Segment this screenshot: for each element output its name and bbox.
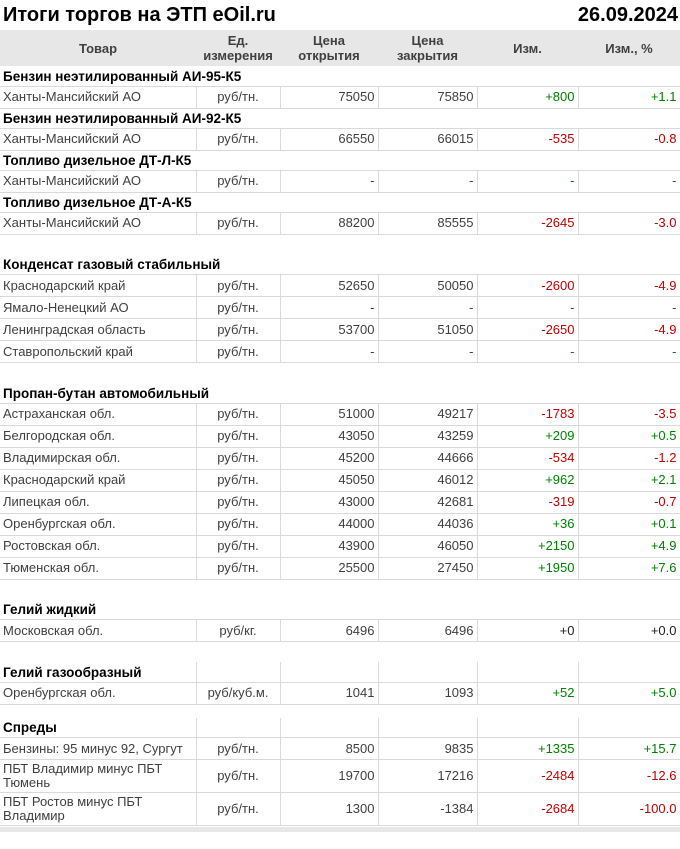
table-row	[0, 341, 680, 363]
table-row	[0, 170, 680, 192]
section-empty-cell	[196, 662, 280, 682]
unit-cell: руб/тн.	[196, 403, 280, 425]
change-pct-cell: +0.0	[578, 620, 680, 642]
table-row	[0, 535, 680, 557]
results-body	[0, 66, 680, 826]
header-row	[0, 30, 680, 66]
unit-cell: руб/тн.	[196, 469, 280, 491]
section-empty-cell	[378, 662, 477, 682]
open-cell: 25500	[280, 557, 378, 579]
change-cell: -	[477, 341, 578, 363]
open-cell: 8500	[280, 738, 378, 760]
section-empty-cell	[578, 662, 680, 682]
close-cell: 9835	[378, 738, 477, 760]
spacer-cell	[0, 704, 680, 718]
column-header-unit: Ед. измерения	[196, 30, 280, 66]
close-cell: -	[378, 297, 477, 319]
section-title: Бензин неэтилированный АИ-95-К5	[3, 68, 242, 84]
product-cell: ПБТ Ростов минус ПБТ Владимир	[0, 793, 196, 826]
section-title: Конденсат газовый стабильный	[3, 257, 221, 273]
change-pct-cell: -12.6	[578, 760, 680, 793]
open-cell: 44000	[280, 513, 378, 535]
title-bar	[0, 0, 680, 30]
unit-cell: руб/тн.	[196, 491, 280, 513]
change-pct-cell: +7.6	[578, 557, 680, 579]
unit-cell: руб/тн.	[196, 297, 280, 319]
unit-cell: руб/тн.	[196, 341, 280, 363]
unit-cell: руб/тн.	[196, 793, 280, 826]
section-title: Бензин неэтилированный АИ-92-К5	[3, 111, 242, 126]
product-cell: Московская обл.	[0, 620, 196, 642]
spacer-row	[0, 363, 680, 384]
report-date: 26.09.2024	[577, 3, 678, 26]
section-header-row	[0, 662, 680, 682]
open-cell: 52650	[280, 275, 378, 297]
product-cell: Ростовская обл.	[0, 535, 196, 557]
section-title: Пропан-бутан автомобильный	[3, 385, 210, 401]
table-row	[0, 491, 680, 513]
open-cell: 1041	[280, 682, 378, 704]
section-header-row	[0, 66, 680, 86]
unit-cell: руб/тн.	[196, 513, 280, 535]
unit-cell: руб/тн.	[196, 447, 280, 469]
product-cell: Ханты-Мансийский АО	[0, 86, 196, 108]
column-header-change: Изм.	[477, 30, 578, 66]
section-empty-cell	[477, 718, 578, 738]
change-cell: -	[477, 170, 578, 192]
close-cell: 27450	[378, 557, 477, 579]
product-cell: Ханты-Мансийский АО	[0, 170, 196, 192]
unit-cell: руб/тн.	[196, 170, 280, 192]
unit-cell: руб/тн.	[196, 86, 280, 108]
page-title: Итоги торгов на ЭТП eOil.ru	[3, 3, 276, 26]
change-cell: +0	[477, 620, 578, 642]
change-pct-cell: +2.1	[578, 469, 680, 491]
section-empty-cell	[378, 718, 477, 738]
table-row	[0, 86, 680, 108]
product-cell: Краснодарский край	[0, 469, 196, 491]
change-pct-cell: -4.9	[578, 275, 680, 297]
table-footer-bar	[0, 827, 680, 832]
table-row	[0, 403, 680, 425]
column-header-close-price: Цена закрытия	[378, 30, 477, 66]
change-cell: +1335	[477, 738, 578, 760]
close-cell: 44666	[378, 447, 477, 469]
change-pct-cell: -100.0	[578, 793, 680, 826]
unit-cell: руб/тн.	[196, 212, 280, 234]
change-pct-cell: +0.1	[578, 513, 680, 535]
table-row	[0, 682, 680, 704]
open-cell: 43050	[280, 425, 378, 447]
product-cell: Краснодарский край	[0, 275, 196, 297]
table-row	[0, 425, 680, 447]
spacer-cell	[0, 579, 680, 600]
change-pct-cell: -	[578, 297, 680, 319]
open-cell: 45050	[280, 469, 378, 491]
close-cell: 66015	[378, 128, 477, 150]
open-cell: 43900	[280, 535, 378, 557]
table-row	[0, 513, 680, 535]
close-cell: -	[378, 341, 477, 363]
close-cell: 1093	[378, 682, 477, 704]
table-row	[0, 620, 680, 642]
change-cell: +209	[477, 425, 578, 447]
change-pct-cell: +5.0	[578, 682, 680, 704]
open-cell: 75050	[280, 86, 378, 108]
results-table	[0, 30, 680, 826]
table-row	[0, 738, 680, 760]
section-header-row	[0, 108, 680, 128]
section-empty-cell	[196, 718, 280, 738]
change-pct-cell: -	[578, 170, 680, 192]
section-header-row	[0, 192, 680, 212]
unit-cell: руб/тн.	[196, 557, 280, 579]
unit-cell: руб/куб.м.	[196, 682, 280, 704]
table-header	[0, 30, 680, 66]
change-pct-cell: -	[578, 341, 680, 363]
table-row	[0, 212, 680, 234]
open-cell: -	[280, 297, 378, 319]
open-cell: 43000	[280, 491, 378, 513]
column-header-change-pct: Изм., %	[578, 30, 680, 66]
open-cell: 6496	[280, 620, 378, 642]
column-header-open-price: Цена открытия	[280, 30, 378, 66]
change-pct-cell: +0.5	[578, 425, 680, 447]
open-cell: -	[280, 341, 378, 363]
section-header-row	[0, 718, 680, 738]
table-row	[0, 297, 680, 319]
table-row	[0, 128, 680, 150]
open-cell: 53700	[280, 319, 378, 341]
close-cell: 49217	[378, 403, 477, 425]
close-cell: -1384	[378, 793, 477, 826]
open-cell: 88200	[280, 212, 378, 234]
unit-cell: руб/кг.	[196, 620, 280, 642]
section-empty-cell	[280, 718, 378, 738]
change-cell: -2650	[477, 319, 578, 341]
table-row	[0, 447, 680, 469]
product-cell: Ханты-Мансийский АО	[0, 212, 196, 234]
open-cell: 66550	[280, 128, 378, 150]
change-cell: -534	[477, 447, 578, 469]
close-cell: 6496	[378, 620, 477, 642]
product-cell: Ямало-Ненецкий АО	[0, 297, 196, 319]
open-cell: -	[280, 170, 378, 192]
change-cell: -2600	[477, 275, 578, 297]
change-cell: +962	[477, 469, 578, 491]
close-cell: 51050	[378, 319, 477, 341]
spacer-cell	[0, 642, 680, 663]
change-cell: -	[477, 297, 578, 319]
section-empty-cell	[477, 662, 578, 682]
open-cell: 45200	[280, 447, 378, 469]
change-cell: +2150	[477, 535, 578, 557]
spacer-row	[0, 704, 680, 718]
change-pct-cell: -0.8	[578, 128, 680, 150]
change-cell: -1783	[477, 403, 578, 425]
section-title: Топливо дизельное ДТ-Л-К5	[3, 153, 192, 168]
change-cell: +36	[477, 513, 578, 535]
unit-cell: руб/тн.	[196, 275, 280, 297]
close-cell: 75850	[378, 86, 477, 108]
table-row	[0, 275, 680, 297]
section-empty-cell	[280, 662, 378, 682]
unit-cell: руб/тн.	[196, 128, 280, 150]
unit-cell: руб/тн.	[196, 319, 280, 341]
product-cell: Ленинградская область	[0, 319, 196, 341]
change-pct-cell: +1.1	[578, 86, 680, 108]
open-cell: 19700	[280, 760, 378, 793]
column-header-product: Товар	[0, 30, 196, 66]
table-row	[0, 760, 680, 793]
section-title: Гелий жидкий	[3, 602, 97, 618]
product-cell: Оренбургская обл.	[0, 682, 196, 704]
close-cell: 46050	[378, 535, 477, 557]
open-cell: 1300	[280, 793, 378, 826]
change-cell: -2484	[477, 760, 578, 793]
section-empty-cell	[578, 718, 680, 738]
product-cell: Тюменская обл.	[0, 557, 196, 579]
section-header-row	[0, 255, 680, 275]
table-row	[0, 793, 680, 826]
change-pct-cell: -3.5	[578, 403, 680, 425]
close-cell: 85555	[378, 212, 477, 234]
section-title: Спреды	[3, 720, 57, 736]
change-pct-cell: +4.9	[578, 535, 680, 557]
change-cell: -319	[477, 491, 578, 513]
close-cell: 50050	[378, 275, 477, 297]
unit-cell: руб/тн.	[196, 425, 280, 447]
unit-cell: руб/тн.	[196, 738, 280, 760]
close-cell: -	[378, 170, 477, 192]
change-pct-cell: +15.7	[578, 738, 680, 760]
section-header-row	[0, 150, 680, 170]
product-cell: Бензины: 95 минус 92, Сургут	[0, 738, 196, 760]
close-cell: 17216	[378, 760, 477, 793]
change-pct-cell: -1.2	[578, 447, 680, 469]
product-cell: Ставропольский край	[0, 341, 196, 363]
product-cell: Оренбургская обл.	[0, 513, 196, 535]
product-cell: Липецкая обл.	[0, 491, 196, 513]
change-pct-cell: -4.9	[578, 319, 680, 341]
change-pct-cell: -0.7	[578, 491, 680, 513]
spacer-row	[0, 642, 680, 663]
product-cell: Ханты-Мансийский АО	[0, 128, 196, 150]
product-cell: ПБТ Владимир минус ПБТ Тюмень	[0, 760, 196, 793]
change-cell: -2684	[477, 793, 578, 826]
product-cell: Белгородская обл.	[0, 425, 196, 447]
unit-cell: руб/тн.	[196, 535, 280, 557]
close-cell: 42681	[378, 491, 477, 513]
unit-cell: руб/тн.	[196, 760, 280, 793]
section-title: Топливо дизельное ДТ-А-К5	[3, 195, 192, 210]
change-pct-cell: -3.0	[578, 212, 680, 234]
change-cell: +800	[477, 86, 578, 108]
section-title: Гелий газообразный	[3, 664, 142, 680]
section-header-row	[0, 383, 680, 403]
section-header-row	[0, 600, 680, 620]
close-cell: 44036	[378, 513, 477, 535]
change-cell: -535	[477, 128, 578, 150]
change-cell: +1950	[477, 557, 578, 579]
spacer-row	[0, 234, 680, 255]
change-cell: +52	[477, 682, 578, 704]
product-cell: Астраханская обл.	[0, 403, 196, 425]
spacer-cell	[0, 363, 680, 384]
change-cell: -2645	[477, 212, 578, 234]
close-cell: 46012	[378, 469, 477, 491]
close-cell: 43259	[378, 425, 477, 447]
open-cell: 51000	[280, 403, 378, 425]
table-row	[0, 319, 680, 341]
spacer-cell	[0, 234, 680, 255]
table-row	[0, 557, 680, 579]
product-cell: Владимирская обл.	[0, 447, 196, 469]
spacer-row	[0, 579, 680, 600]
table-row	[0, 469, 680, 491]
